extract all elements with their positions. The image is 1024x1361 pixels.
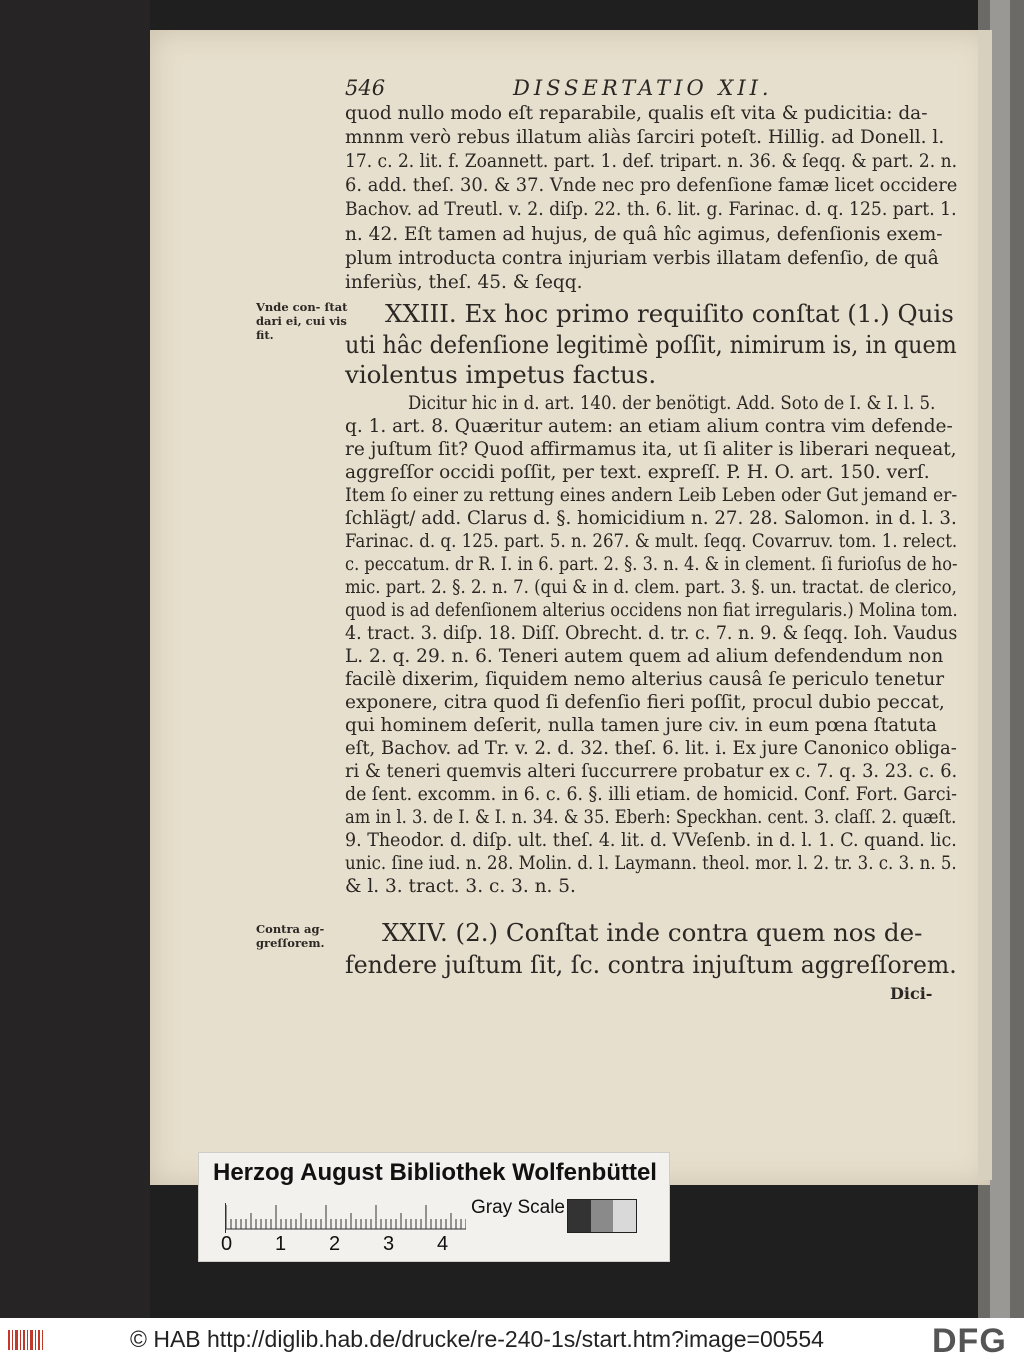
text-line: quod is ad defenſionem alterius occidens non fiat irregularis.) Molina tom. bbox=[345, 600, 958, 621]
catchword: Dici- bbox=[890, 984, 933, 1003]
footer-bar bbox=[0, 1318, 1024, 1361]
scan-background-left bbox=[0, 0, 150, 1318]
ruler-number: 4 bbox=[437, 1233, 449, 1255]
text-line: 17. c. 2. lit. f. Zoannett. part. 1. def. tripart. n. 36. & ſeqq. & part. 2. n. bbox=[345, 151, 958, 173]
text-line: mnnm verò rebus illatum aliàs ſarciri poteſt. Hillig. ad Donell. l. bbox=[345, 127, 945, 149]
text-line: quod nullo modo eſt reparabile, qualis eſt vita & pudicitia: da- bbox=[345, 103, 928, 124]
page-header bbox=[345, 76, 965, 102]
ruler-number: 0 bbox=[221, 1233, 233, 1255]
text-line: Farinac. d. q. 125. part. 5. n. 267. & mult. ſeqq. Covarruv. tom. 1. relect. bbox=[345, 531, 958, 552]
text-line: 9. Theodor. d. diſp. ult. theſ. 4. lit. d. VVeſenb. in d. l. 1. C. quand. lic. bbox=[345, 830, 957, 851]
ruler-number: 1 bbox=[275, 1233, 287, 1255]
text-line: 6. add. theſ. 30. & 37. Vnde nec pro defenſione famæ licet occidere bbox=[345, 175, 958, 197]
ruler-ticks bbox=[226, 1203, 466, 1233]
text-line: fendere juſtum ſit, ſc. contra injuſtum aggreſſorem. bbox=[345, 950, 957, 979]
text-line: ri & teneri quemvis alteri ſuccurrere probatur ex c. 7. q. 3. 23. c. 6. bbox=[345, 761, 958, 782]
page-edge bbox=[978, 30, 992, 1180]
dfg-logo: DFG bbox=[932, 1322, 1007, 1360]
text-line: aggreſſor occidi poſſit, per text. expreſſ. P. H. O. art. 150. verſ. bbox=[345, 462, 930, 483]
text-line: 4. tract. 3. diſp. 18. Diſſ. Obrecht. d. tr. c. 7. n. 9. & ſeqq. Ioh. Vaudus bbox=[345, 623, 958, 644]
copyright-url[interactable]: © HAB http://diglib.hab.de/drucke/re-240-1s/start.htm?image=00554 bbox=[130, 1326, 824, 1352]
text-line: unic. ſine iud. n. 28. Molin. d. l. Laymann. theol. mor. l. 2. tr. 3. c. 3. n. 5. bbox=[345, 853, 957, 874]
text-line: mic. part. 2. §. 2. n. 7. (qui & in d. clem. part. 3. §. un. tractat. de clerico, bbox=[345, 577, 957, 598]
ruler-number: 3 bbox=[383, 1233, 395, 1255]
text-line: exponere, citra quod ſi defenſio fieri poſſit, procul dubio peccat, bbox=[345, 692, 945, 713]
margin-note-1: Vnde con- ſtat dari ei, cui vis fit. bbox=[256, 300, 348, 342]
text-line: Dicitur hic in d. art. 140. der benötigt. Add. Soto de I. & I. l. 5. bbox=[408, 393, 936, 414]
ruler bbox=[225, 1203, 466, 1233]
library-color-card bbox=[198, 1152, 670, 1262]
text-line: inferiùs, theſ. 45. & ſeqq. bbox=[345, 271, 583, 293]
text-line: facilè dixerim, ſiquidem nemo alterius causâ ſe periculo tenetur bbox=[345, 669, 945, 690]
text-line: plum introducta contra injuriam verbis illatam defenſio, de quâ bbox=[345, 247, 939, 269]
scan-background-right-highlight bbox=[990, 0, 1010, 1318]
ruler-number: 2 bbox=[329, 1233, 341, 1255]
text-line: Item ſo einer zu rettung eines andern Leib Leben oder Gut jemand er- bbox=[345, 485, 958, 506]
text-line: XXIV. (2.) Conſtat inde contra quem nos de- bbox=[382, 918, 923, 947]
text-line: Bachov. ad Treutl. v. 2. diſp. 22. th. 6. lit. g. Farinac. d. q. 125. part. 1. bbox=[345, 199, 957, 221]
library-name: Herzog August Bibliothek Wolfenbüttel bbox=[213, 1159, 657, 1186]
text-line: qui hominem deſerit, nulla tamen jure civ. in eum pœna ſtatuta bbox=[345, 715, 937, 736]
text-line: n. 42. Eſt tamen ad hujus, de quâ hîc agimus, defenſionis exem- bbox=[345, 223, 943, 245]
page-number: 546 bbox=[345, 76, 386, 100]
gray-scale-label: Gray Scale bbox=[471, 1197, 565, 1218]
running-head: DISSERTATIO XII. bbox=[513, 76, 773, 100]
text-line: q. 1. art. 8. Quæritur autem: an etiam alium contra vim defende- bbox=[345, 416, 953, 437]
margin-note-2: Contra ag- greſſorem. bbox=[256, 922, 325, 950]
text-line: uti hâc defenſione legitimè poſſit, nimirum is, in quem bbox=[345, 329, 957, 359]
swatch-patch bbox=[591, 1200, 614, 1232]
text-line: de ſent. excomm. in 6. c. 6. §. illi etiam. de homicid. Conf. Fort. Garci- bbox=[345, 784, 957, 805]
swatch-patch bbox=[568, 1200, 591, 1232]
text-line: eſt, Bachov. ad Tr. v. 2. d. 32. theſ. 6. lit. i. Ex jure Canonico obliga- bbox=[345, 738, 957, 759]
text-line: violentus impetus factus. bbox=[345, 360, 657, 389]
text-line: c. peccatum. dr R. I. in 6. part. 2. §. 3. n. 4. & in clement. ſi furioſus de ho- bbox=[345, 554, 958, 575]
text-line: L. 2. q. 29. n. 6. Teneri autem quem ad alium defendendum non bbox=[345, 646, 944, 667]
gray-scale-swatch bbox=[567, 1199, 637, 1233]
barcode-logo-icon bbox=[6, 1326, 46, 1354]
text-line: ſchlägt/ add. Clarus d. §. homicidium n. 27. 28. Salomon. in d. l. 3. bbox=[345, 508, 957, 529]
text-line: XXIII. Ex hoc primo requiſito conſtat (1.) Quis bbox=[385, 299, 954, 328]
text-line: am in l. 3. de I. & I. n. 34. & 35. Eberh: Speckhan. cent. 3. claſſ. 2. quæſt. bbox=[345, 807, 957, 828]
text-line: re juſtum ſit? Quod affirmamus ita, ut ſi aliter is liberari nequeat, bbox=[345, 439, 957, 460]
text-line: & l. 3. tract. 3. c. 3. n. 5. bbox=[345, 876, 576, 897]
swatch-patch bbox=[613, 1200, 636, 1232]
